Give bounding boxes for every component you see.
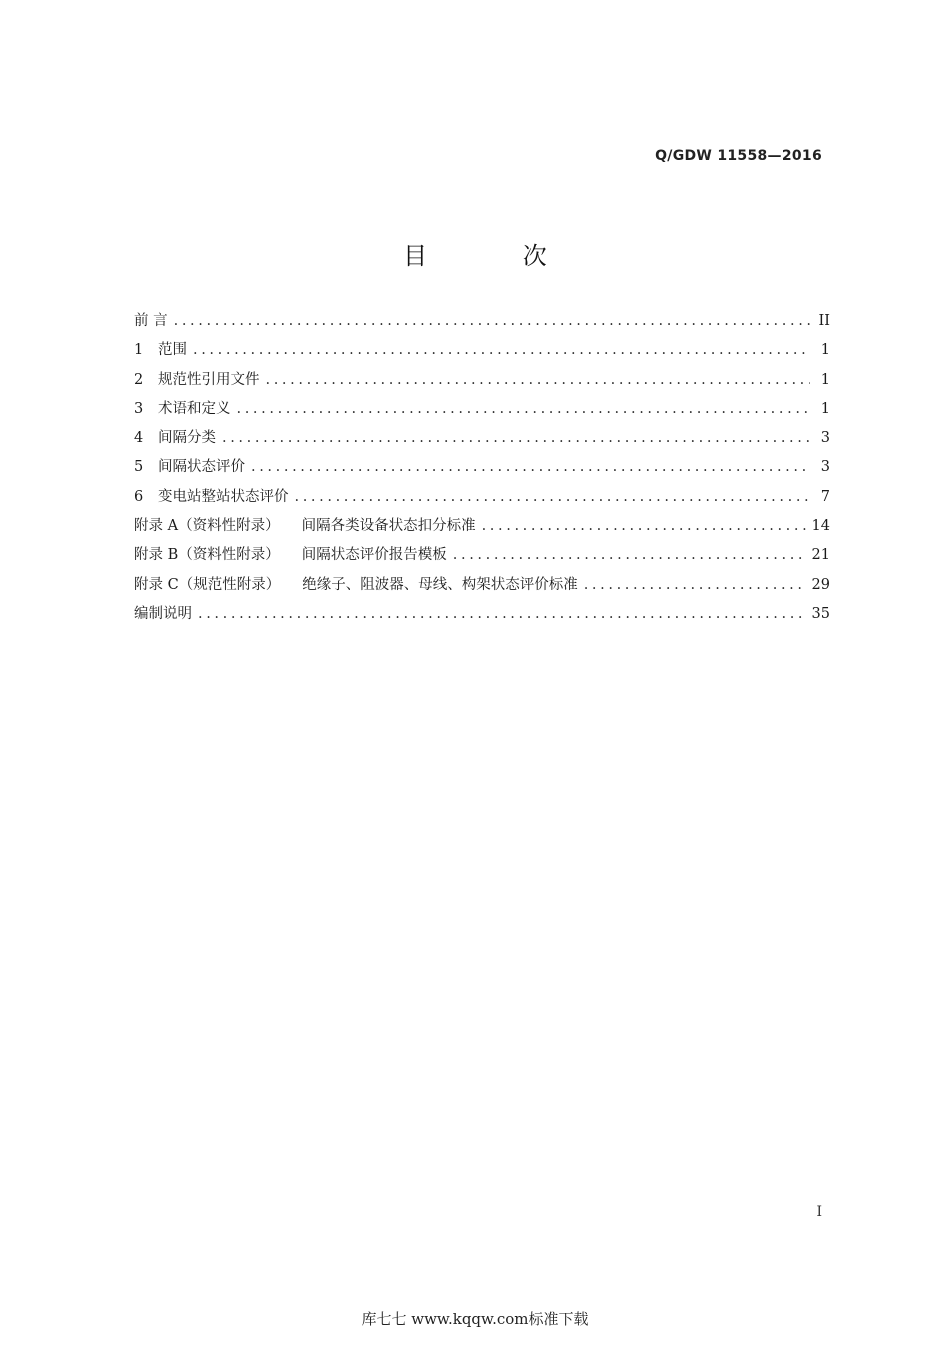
toc-entry-substation-evaluation[interactable]	[134, 485, 830, 514]
toc-entry-bay-evaluation[interactable]	[134, 455, 830, 484]
toc-entry-label: 术语和定义	[158, 400, 231, 417]
toc-title: 目 次	[403, 242, 591, 270]
toc-entry-label: 间隔分类	[158, 430, 216, 447]
toc-leader-dots	[251, 459, 810, 475]
toc-entry-bay-classification[interactable]	[134, 426, 830, 455]
toc-entry-number: 3	[134, 400, 144, 417]
toc-entry-label: 间隔各类设备状态扣分标准	[301, 518, 476, 535]
table-of-contents	[134, 309, 830, 631]
toc-entry-label: 间隔状态评价报告模板	[301, 547, 447, 564]
toc-entry-number: 5	[134, 459, 144, 476]
toc-entry-label: 绝缘子、阻波器、母线、构架状态评价标准	[302, 576, 578, 593]
page-number: I	[816, 1204, 822, 1220]
toc-leader-dots	[584, 577, 806, 593]
toc-leader-dots	[193, 342, 810, 358]
toc-entry-annex: 附录 C（规范性附录）	[134, 576, 281, 593]
footer-watermark-text: 库七七 www.kqqw.com标准下载	[361, 1310, 589, 1328]
toc-entry-annex-c[interactable]	[134, 573, 830, 602]
toc-leader-dots	[295, 489, 811, 505]
toc-entry-page: 14	[811, 518, 830, 535]
toc-entry-terms-definitions[interactable]	[134, 397, 830, 426]
toc-entry-number: 1	[134, 342, 144, 359]
document-code: Q/GDW 11558—2016	[655, 148, 822, 164]
toc-entry-annex-a[interactable]	[134, 514, 830, 543]
toc-entry-number: 2	[134, 371, 144, 388]
toc-leader-dots	[266, 372, 811, 388]
toc-entry-page: 1	[820, 342, 830, 359]
toc-entry-normative-references[interactable]	[134, 368, 830, 397]
toc-entry-page: 35	[811, 605, 830, 622]
toc-entry-page: 7	[820, 488, 830, 505]
toc-entry-page: 29	[811, 576, 830, 593]
toc-entry-annex-b[interactable]	[134, 543, 830, 572]
toc-entry-label: 前 言	[134, 313, 168, 329]
toc-entry-page: 1	[820, 371, 830, 388]
toc-entry-label: 范围	[158, 342, 187, 359]
toc-entry-annex: 附录 A（资料性附录）	[134, 518, 280, 535]
toc-leader-dots	[174, 313, 810, 329]
toc-entry-scope[interactable]	[134, 338, 830, 367]
toc-leader-dots	[237, 401, 811, 417]
toc-entry-page: 3	[820, 459, 830, 476]
toc-entry-label: 规范性引用文件	[158, 371, 260, 388]
toc-leader-dots	[222, 430, 810, 446]
toc-entry-foreword[interactable]	[134, 309, 830, 338]
toc-entry-compilation-notes[interactable]	[134, 602, 830, 631]
toc-leader-dots	[482, 518, 806, 534]
toc-entry-page: 21	[811, 547, 830, 564]
toc-leader-dots	[453, 547, 806, 563]
toc-entry-label: 间隔状态评价	[158, 459, 245, 476]
toc-entry-number: 6	[134, 488, 144, 505]
toc-entry-label: 编制说明	[134, 605, 192, 622]
toc-entry-page: 3	[820, 430, 830, 447]
toc-leader-dots	[198, 606, 806, 622]
toc-entry-label: 变电站整站状态评价	[158, 488, 289, 505]
toc-entry-page: II	[818, 313, 830, 329]
toc-entry-page: 1	[820, 400, 830, 417]
toc-entry-number: 4	[134, 430, 144, 447]
toc-entry-annex: 附录 B（资料性附录）	[134, 547, 280, 564]
